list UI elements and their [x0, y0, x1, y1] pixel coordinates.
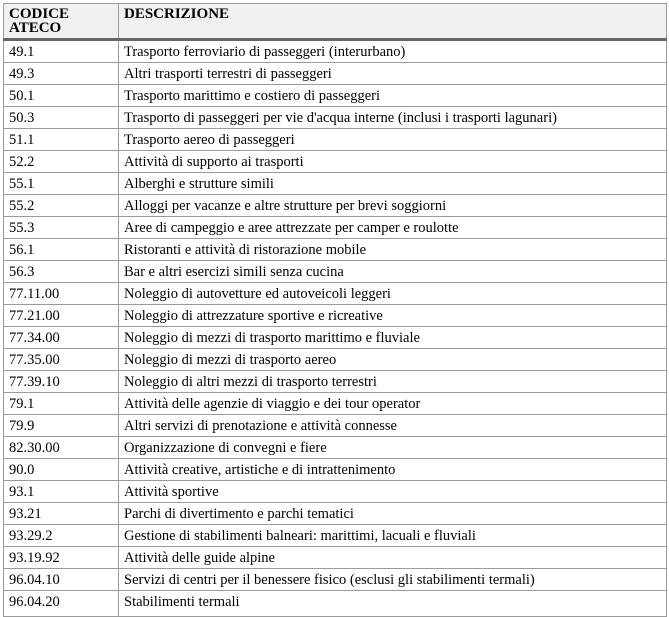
table-row [4, 547, 667, 569]
description-cell: Ristoranti e attività di ristorazione mobile [119, 239, 667, 261]
table-row [4, 415, 667, 437]
description-cell: Trasporto aereo di passeggeri [119, 129, 667, 151]
ateco-code-cell: 93.19.92 [4, 547, 119, 569]
description-cell: Altri servizi di prenotazione e attività connesse [119, 415, 667, 437]
table-row [4, 393, 667, 415]
ateco-code-cell: 77.35.00 [4, 349, 119, 371]
ateco-code-cell: 96.04.20 [4, 591, 119, 617]
table-row [4, 195, 667, 217]
table-row [4, 327, 667, 349]
ateco-code-cell: 52.2 [4, 151, 119, 173]
table-row [4, 591, 667, 617]
description-cell: Altri trasporti terrestri di passeggeri [119, 63, 667, 85]
description-cell: Alloggi per vacanze e altre strutture per brevi soggiorni [119, 195, 667, 217]
table-row [4, 371, 667, 393]
description-cell: Aree di campeggio e aree attrezzate per camper e roulotte [119, 217, 667, 239]
description-cell: Alberghi e strutture simili [119, 173, 667, 195]
description-cell: Trasporto di passeggeri per vie d'acqua interne (inclusi i trasporti lagunari) [119, 107, 667, 129]
description-cell: Noleggio di attrezzature sportive e ricreative [119, 305, 667, 327]
ateco-code-cell: 77.34.00 [4, 327, 119, 349]
table-row [4, 40, 667, 63]
ateco-code-cell: 49.1 [4, 40, 119, 63]
ateco-code-cell: 51.1 [4, 129, 119, 151]
ateco-code-cell: 56.1 [4, 239, 119, 261]
description-cell: Stabilimenti termali [119, 591, 667, 617]
ateco-code-cell: 82.30.00 [4, 437, 119, 459]
table-body [4, 40, 667, 617]
ateco-code-cell: 93.1 [4, 481, 119, 503]
table-row [4, 349, 667, 371]
ateco-code-cell: 49.3 [4, 63, 119, 85]
ateco-code-cell: 50.1 [4, 85, 119, 107]
ateco-code-cell: 55.3 [4, 217, 119, 239]
ateco-code-cell: 77.11.00 [4, 283, 119, 305]
header-codice-line: CODICE [9, 6, 70, 22]
header-ateco-line: ATECO [9, 20, 62, 36]
table-header [4, 4, 667, 40]
table-row [4, 85, 667, 107]
header-descrizione: DESCRIZIONE [119, 4, 667, 40]
description-cell: Noleggio di mezzi di trasporto aereo [119, 349, 667, 371]
table-row [4, 63, 667, 85]
description-cell: Gestione di stabilimenti balneari: marittimi, lacuali e fluviali [119, 525, 667, 547]
table-row [4, 261, 667, 283]
header-codice-ateco [4, 4, 119, 40]
ateco-code-cell: 55.2 [4, 195, 119, 217]
description-cell: Bar e altri esercizi simili senza cucina [119, 261, 667, 283]
ateco-code-cell: 96.04.10 [4, 569, 119, 591]
table-row [4, 129, 667, 151]
table-row [4, 151, 667, 173]
table-row [4, 459, 667, 481]
ateco-code-cell: 79.1 [4, 393, 119, 415]
table-row [4, 525, 667, 547]
ateco-code-cell: 56.3 [4, 261, 119, 283]
table-row [4, 569, 667, 591]
ateco-code-cell: 77.21.00 [4, 305, 119, 327]
ateco-code-cell: 50.3 [4, 107, 119, 129]
ateco-codes-table [3, 3, 667, 617]
table-row [4, 503, 667, 525]
description-cell: Noleggio di mezzi di trasporto marittimo e fluviale [119, 327, 667, 349]
header-row [4, 4, 667, 40]
description-cell: Attività sportive [119, 481, 667, 503]
ateco-code-cell: 93.21 [4, 503, 119, 525]
table-row [4, 437, 667, 459]
description-cell: Attività di supporto ai trasporti [119, 151, 667, 173]
description-cell: Servizi di centri per il benessere fisico (esclusi gli stabilimenti termali) [119, 569, 667, 591]
description-cell: Trasporto marittimo e costiero di passeggeri [119, 85, 667, 107]
table-row [4, 217, 667, 239]
ateco-code-cell: 93.29.2 [4, 525, 119, 547]
ateco-code-cell: 55.1 [4, 173, 119, 195]
description-cell: Noleggio di autovetture ed autoveicoli leggeri [119, 283, 667, 305]
table-row [4, 305, 667, 327]
ateco-code-cell: 77.39.10 [4, 371, 119, 393]
table-row [4, 173, 667, 195]
ateco-code-cell: 90.0 [4, 459, 119, 481]
description-cell: Attività delle agenzie di viaggio e dei tour operator [119, 393, 667, 415]
description-cell: Attività delle guide alpine [119, 547, 667, 569]
table-row [4, 239, 667, 261]
description-cell: Parchi di divertimento e parchi tematici [119, 503, 667, 525]
description-cell: Attività creative, artistiche e di intrattenimento [119, 459, 667, 481]
description-cell: Organizzazione di convegni e fiere [119, 437, 667, 459]
description-cell: Noleggio di altri mezzi di trasporto terrestri [119, 371, 667, 393]
ateco-code-cell: 79.9 [4, 415, 119, 437]
table-row [4, 107, 667, 129]
description-cell: Trasporto ferroviario di passeggeri (interurbano) [119, 40, 667, 63]
table-row [4, 481, 667, 503]
table-row [4, 283, 667, 305]
